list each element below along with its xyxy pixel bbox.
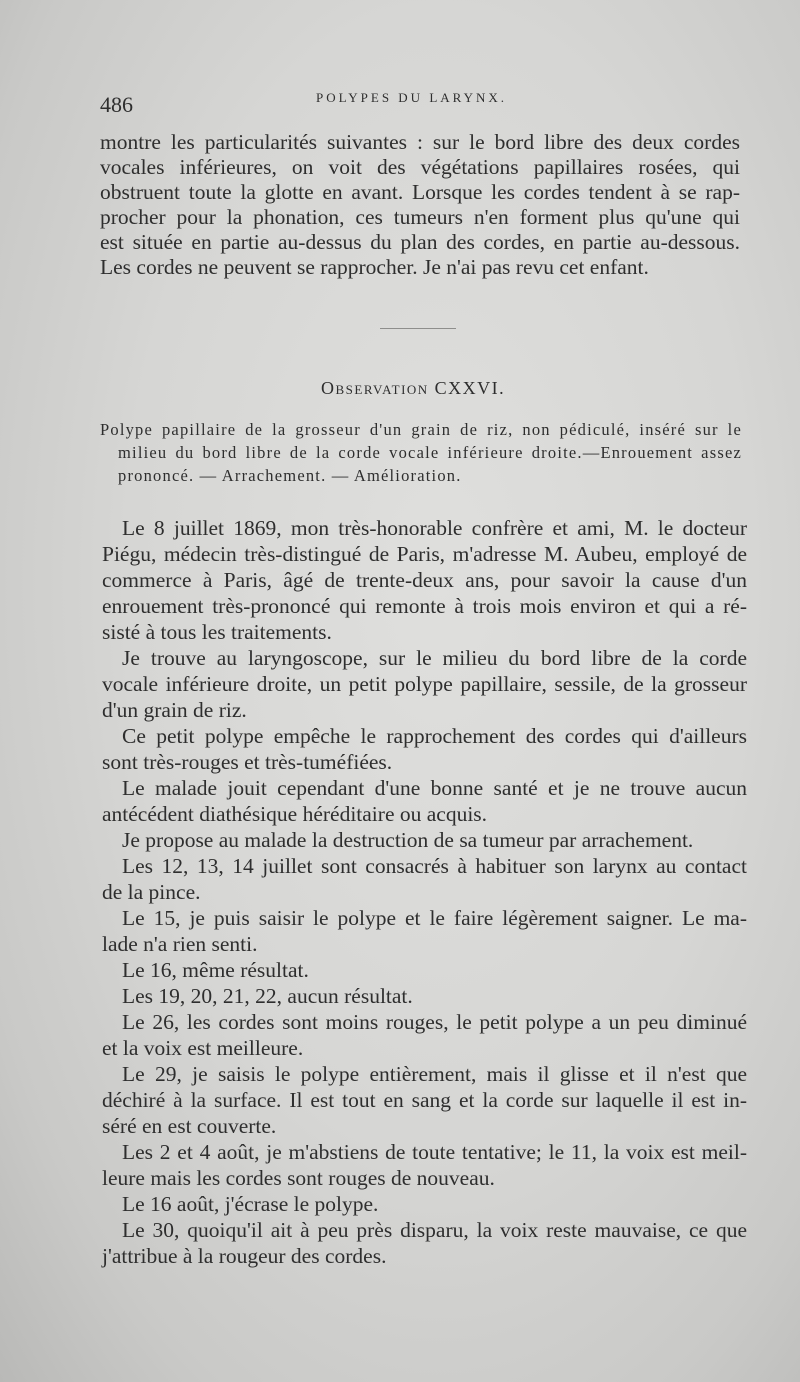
- text-line: Les cordes ne peuvent se rapprocher. Je n'ai pas revu cet enfant.: [100, 255, 649, 279]
- text-line: sisté à tous les traitements.: [102, 620, 332, 644]
- text-line: séré en est couverte.: [102, 1114, 277, 1138]
- text-line: procher pour la phonation, ces tumeurs n'en forment plus qu'une qui: [100, 205, 740, 229]
- text-line: Je propose au malade la destruction de sa tumeur par arrachement.: [122, 828, 694, 852]
- text-line: de la pince.: [102, 880, 201, 904]
- body-paragraph: [102, 827, 747, 853]
- section-divider: [380, 328, 456, 329]
- body-paragraph: [102, 853, 747, 905]
- text-line: est située en partie au-dessus du plan des cordes, en partie au-dessous.: [100, 230, 740, 254]
- body-paragraph: [102, 1191, 747, 1217]
- text-line: Piégu, médecin très-distingué de Paris, m'adresse M. Aubeu, employé de: [102, 542, 747, 566]
- summary-line: prononcé. — Arrachement. — Amélioration.: [118, 466, 462, 485]
- body-paragraph: [102, 645, 747, 723]
- summary-line: milieu du bord libre de la corde vocale inférieure droite.—Enrouement assez: [118, 443, 742, 462]
- text-line: Ce petit polype empêche le rapprochement des cordes qui d'ailleurs: [122, 724, 747, 748]
- text-line: Le 16 août, j'écrase le polype.: [122, 1192, 379, 1216]
- body-paragraph: [102, 723, 747, 775]
- body-paragraph: [102, 1009, 747, 1061]
- text-line: Les 2 et 4 août, je m'abstiens de toute tentative; le 11, la voix est meil-: [122, 1140, 747, 1164]
- text-line: Les 12, 13, 14 juillet sont consacrés à habituer son larynx au contact: [122, 854, 747, 878]
- text-line: Le 8 juillet 1869, mon très-honorable confrère et ami, M. le docteur: [122, 516, 747, 540]
- text-line: leure mais les cordes sont rouges de nouveau.: [102, 1166, 495, 1190]
- text-line: Je trouve au laryngoscope, sur le milieu du bord libre de la corde: [122, 646, 747, 670]
- body-paragraph: [102, 905, 747, 957]
- body-paragraph: [102, 1061, 747, 1139]
- observation-body: [102, 515, 747, 1269]
- text-line: Le 29, je saisis le polype entièrement, mais il glisse et il n'est que: [122, 1062, 747, 1086]
- body-paragraph: [102, 957, 747, 983]
- text-line: et la voix est meilleure.: [102, 1036, 304, 1060]
- text-line: sont très-rouges et très-tuméfiées.: [102, 750, 393, 774]
- text-line: vocale inférieure droite, un petit polype papillaire, sessile, de la grosseur: [102, 672, 747, 696]
- body-paragraph: [102, 1139, 747, 1191]
- text-line: Le 30, quoiqu'il ait à peu près disparu, la voix reste mauvaise, ce que: [122, 1218, 747, 1242]
- text-line: vocales inférieures, on voit des végétations papillaires rosées, qui: [100, 155, 740, 179]
- continued-paragraph: [100, 130, 740, 280]
- text-line: enrouement très-prononcé qui remonte à trois mois environ et qui a ré-: [102, 594, 747, 618]
- text-line: d'un grain de riz.: [102, 698, 247, 722]
- observation-summary: [100, 418, 742, 487]
- page-number: 486: [100, 92, 133, 117]
- text-line: antécédent diathésique héréditaire ou acquis.: [102, 802, 488, 826]
- text-line: déchiré à la surface. Il est tout en sang et la corde sur laquelle il est in-: [102, 1088, 747, 1112]
- body-paragraph: [102, 1217, 747, 1269]
- text-line: Le 16, même résultat.: [122, 958, 309, 982]
- text-line: lade n'a rien senti.: [102, 932, 258, 956]
- body-paragraph: [102, 775, 747, 827]
- text-line: j'attribue à la rougeur des cordes.: [102, 1244, 387, 1268]
- text-line: obstruent toute la glotte en avant. Lorsque les cordes tendent à se rap-: [100, 180, 740, 204]
- text-line: Le malade jouit cependant d'une bonne santé et je ne trouve aucun: [122, 776, 747, 800]
- observation-title: Observation CXXVI.: [321, 378, 506, 398]
- text-line: Le 26, les cordes sont moins rouges, le petit polype a un peu diminué: [122, 1010, 747, 1034]
- text-line: Le 15, je puis saisir le polype et le faire légèrement saigner. Le ma-: [122, 906, 747, 930]
- text-line: Les 19, 20, 21, 22, aucun résultat.: [122, 984, 413, 1008]
- running-head: POLYPES DU LARYNX.: [316, 90, 508, 105]
- text-line: montre les particularités suivantes : sur le bord libre des deux cordes: [100, 130, 740, 154]
- text-line: commerce à Paris, âgé de trente-deux ans, pour savoir la cause d'un: [102, 568, 747, 592]
- summary-line: Polype papillaire de la grosseur d'un grain de riz, non pédiculé, inséré sur le: [100, 420, 742, 439]
- body-paragraph: [102, 515, 747, 645]
- body-paragraph: [102, 983, 747, 1009]
